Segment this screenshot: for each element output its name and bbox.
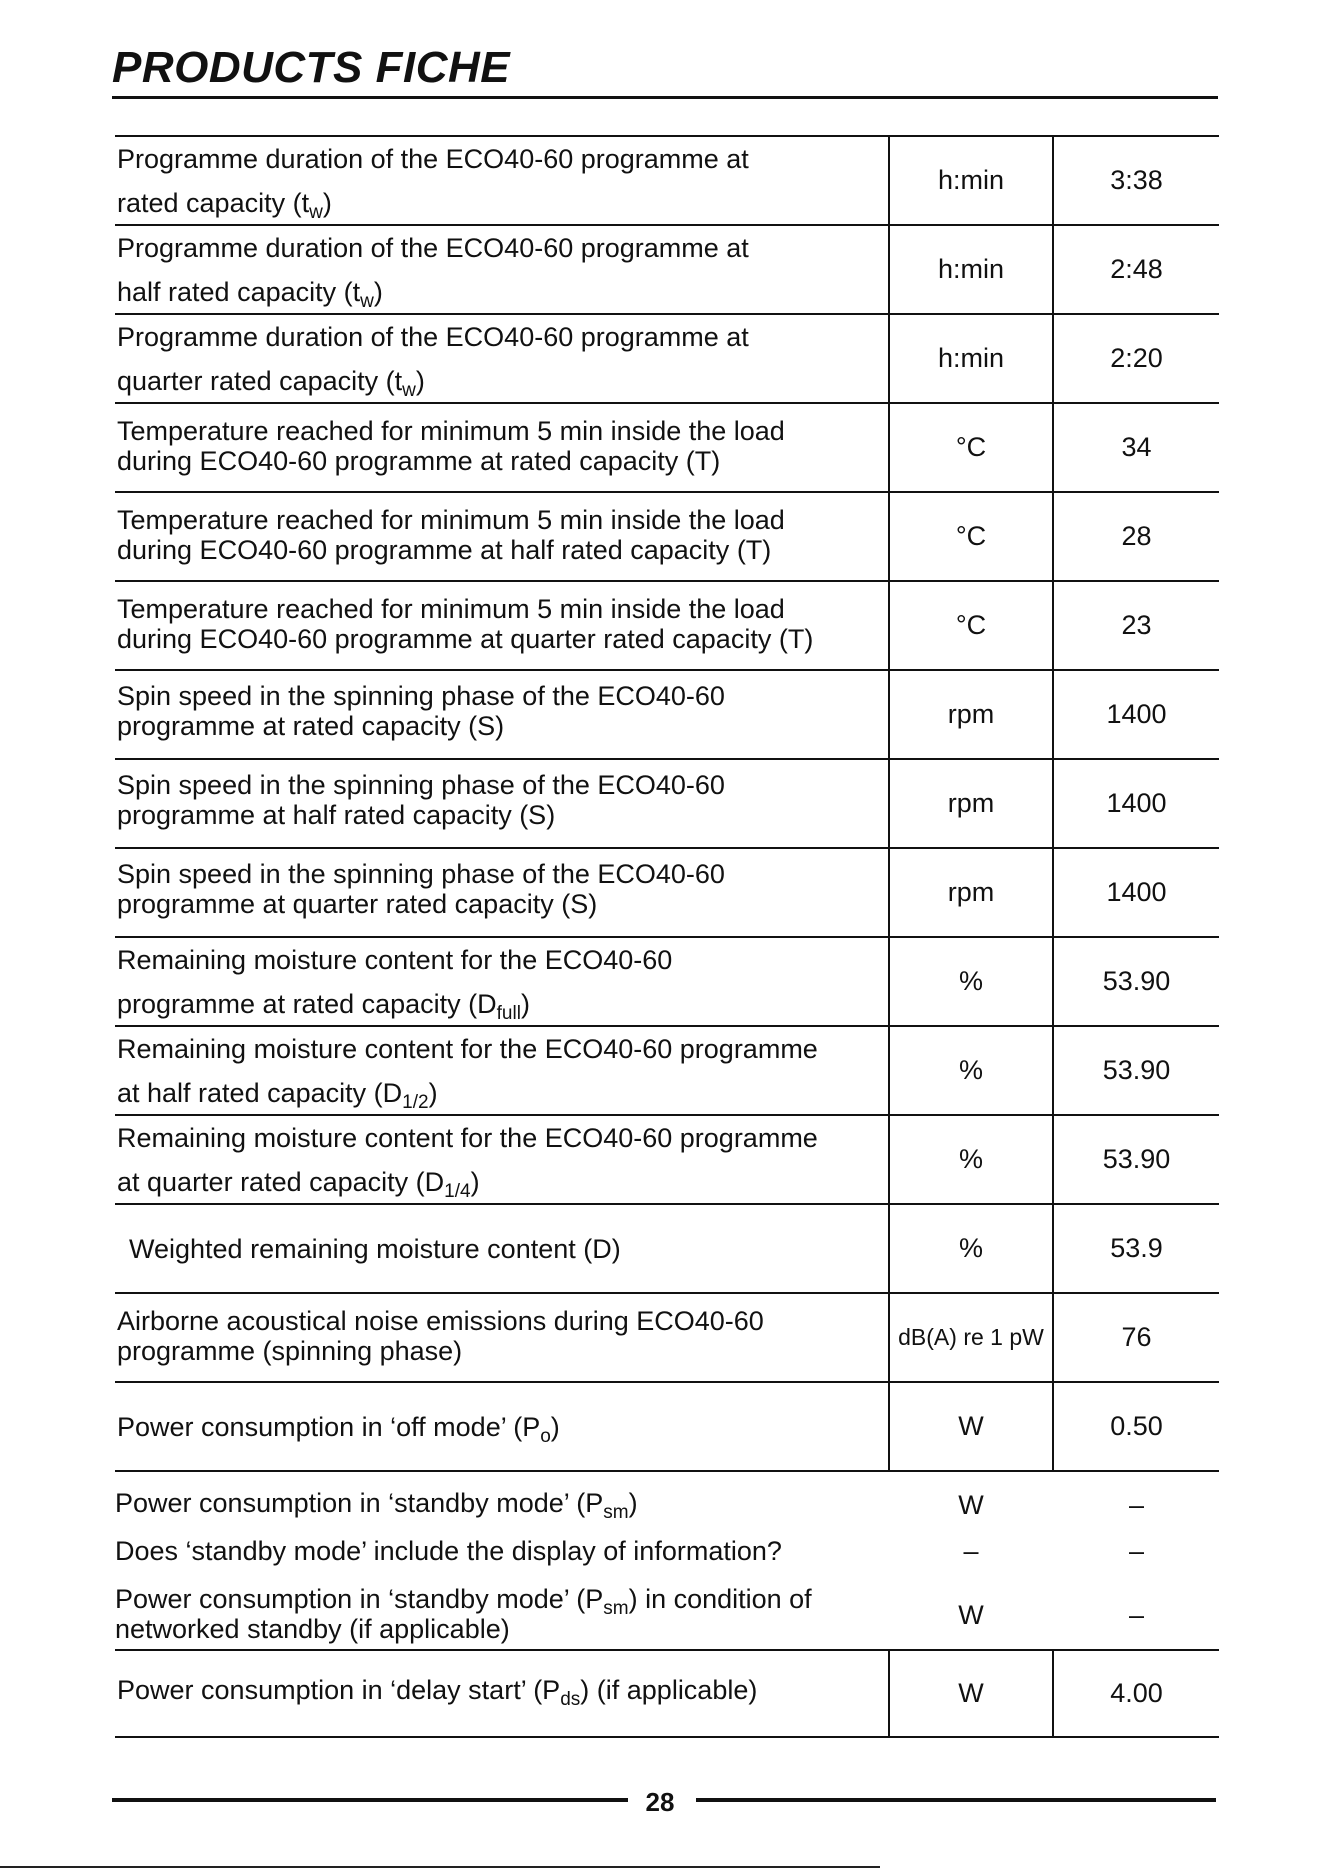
networked-standby-unit: W: [958, 1600, 984, 1630]
row-description: Programme duration of the ECO40-60 programme at quarter rated capacity $(t_w)$: [117, 322, 749, 401]
row-description: Remaining moisture content for the ECO40-60 programme at half rated capacity $(D_{1/2})$: [117, 1034, 818, 1113]
row-value: 4.00: [1110, 1678, 1163, 1708]
row-description: Temperature reached for minimum 5 min inside the load during ECO40-60 programme at quarter rated capacity (T): [117, 594, 814, 654]
row-description: Spin speed in the spinning phase of the ECO40-60 programme at quarter rated capacity (S): [117, 859, 725, 919]
row-value: 76: [1121, 1322, 1152, 1352]
row-description: Weighted remaining moisture content (D): [129, 1233, 621, 1264]
row-value: 0.50: [1110, 1411, 1163, 1441]
row-description: Temperature reached for minimum 5 min inside the load during ECO40-60 programme at rated capacity (T): [117, 416, 785, 476]
row-description: Spin speed in the spinning phase of the ECO40-60 programme at rated capacity (S): [117, 681, 725, 741]
page-number: 28: [645, 1787, 675, 1817]
row-unit: %: [888, 938, 1054, 1025]
row-unit: °C: [888, 404, 1054, 491]
networked-standby-label: Power consumption in ‘standby mode’ $(P_{sm})$ in condition of networked standby (if applicable): [115, 1584, 812, 1644]
table-row: [115, 491, 1219, 580]
row-value: 53.90: [1102, 1144, 1171, 1174]
row-value: 3:38: [1110, 165, 1163, 195]
row-unit: rpm: [888, 849, 1054, 936]
table-row: [115, 580, 1219, 669]
row-description: Spin speed in the spinning phase of the ECO40-60 programme at half rated capacity (S): [117, 770, 725, 830]
table-row: [115, 224, 1219, 313]
table-row: [115, 936, 1219, 1025]
standby-value: –: [1128, 1490, 1145, 1520]
title-underline: [112, 96, 1218, 99]
row-value: 28: [1121, 521, 1152, 551]
row-value: 23: [1121, 610, 1152, 640]
standby-unit: W: [958, 1490, 984, 1520]
table-row: [115, 1381, 1219, 1470]
row-unit: h:min: [888, 226, 1054, 313]
table-row: [115, 1025, 1219, 1114]
page-title: PRODUCTS FICHE: [112, 43, 511, 92]
standby-block: [115, 1470, 1219, 1649]
row-description: Power consumption in ‘off mode’ $(P_o)$: [117, 1411, 560, 1447]
table-row: [115, 1203, 1219, 1292]
table-row: [115, 758, 1219, 847]
row-unit: %: [888, 1027, 1054, 1114]
standby-display-question: Does ‘standby mode’ include the display of information?: [115, 1536, 782, 1566]
row-value: 53.9: [1110, 1233, 1163, 1263]
row-description: Power consumption in ‘delay start’ $(P_{ds})$ (if applicable): [117, 1675, 758, 1710]
row-unit: %: [888, 1205, 1054, 1292]
row-unit: rpm: [888, 671, 1054, 758]
table-row: [115, 1292, 1219, 1381]
table-row: [115, 313, 1219, 402]
row-description: Temperature reached for minimum 5 min inside the load during ECO40-60 programme at half rated capacity (T): [117, 505, 785, 565]
scan-edge-line: [0, 1866, 880, 1868]
table-row: [115, 1114, 1219, 1203]
footer-rule-right: [696, 1798, 1216, 1802]
row-unit: rpm: [888, 760, 1054, 847]
row-value: 34: [1121, 432, 1152, 462]
footer-rule-left: [112, 1798, 628, 1802]
row-description: Remaining moisture content for the ECO40-60 programme at rated capacity $(D_{full})$: [117, 945, 673, 1024]
table-row: [115, 847, 1219, 936]
row-value: 53.90: [1102, 1055, 1171, 1085]
row-unit: dB(A) re 1 pW: [888, 1294, 1054, 1381]
row-description: Programme duration of the ECO40-60 programme at rated capacity $(t_w)$: [117, 144, 749, 223]
table-row: [115, 669, 1219, 758]
row-unit: W: [888, 1651, 1054, 1736]
display-unit: –: [963, 1536, 979, 1566]
row-unit: %: [888, 1116, 1054, 1203]
row-value: 2:20: [1110, 343, 1163, 373]
row-unit: h:min: [888, 137, 1054, 224]
networked-standby-value: –: [1128, 1600, 1145, 1630]
display-value: –: [1128, 1536, 1145, 1566]
row-unit: °C: [888, 582, 1054, 669]
table-row: [115, 1649, 1219, 1738]
row-description: Programme duration of the ECO40-60 programme at half rated capacity $(t_w)$: [117, 233, 749, 312]
row-description: Airborne acoustical noise emissions during ECO40-60 programme (spinning phase): [117, 1306, 764, 1366]
standby-power-label: Power consumption in ‘standby mode’ $(P_{sm})$: [115, 1488, 638, 1523]
row-unit: h:min: [888, 315, 1054, 402]
row-unit: °C: [888, 493, 1054, 580]
row-description: Remaining moisture content for the ECO40-60 programme at quarter rated capacity $(D_{1/4})$: [117, 1123, 818, 1202]
row-value: 1400: [1106, 699, 1167, 729]
table-row: [115, 135, 1219, 224]
row-value: 1400: [1106, 877, 1167, 907]
row-value: 53.90: [1102, 966, 1171, 996]
row-value: 2:48: [1110, 254, 1163, 284]
table-row: [115, 402, 1219, 491]
row-unit: W: [888, 1383, 1054, 1470]
product-fiche-table: [115, 135, 1219, 1738]
row-value: 1400: [1106, 788, 1167, 818]
